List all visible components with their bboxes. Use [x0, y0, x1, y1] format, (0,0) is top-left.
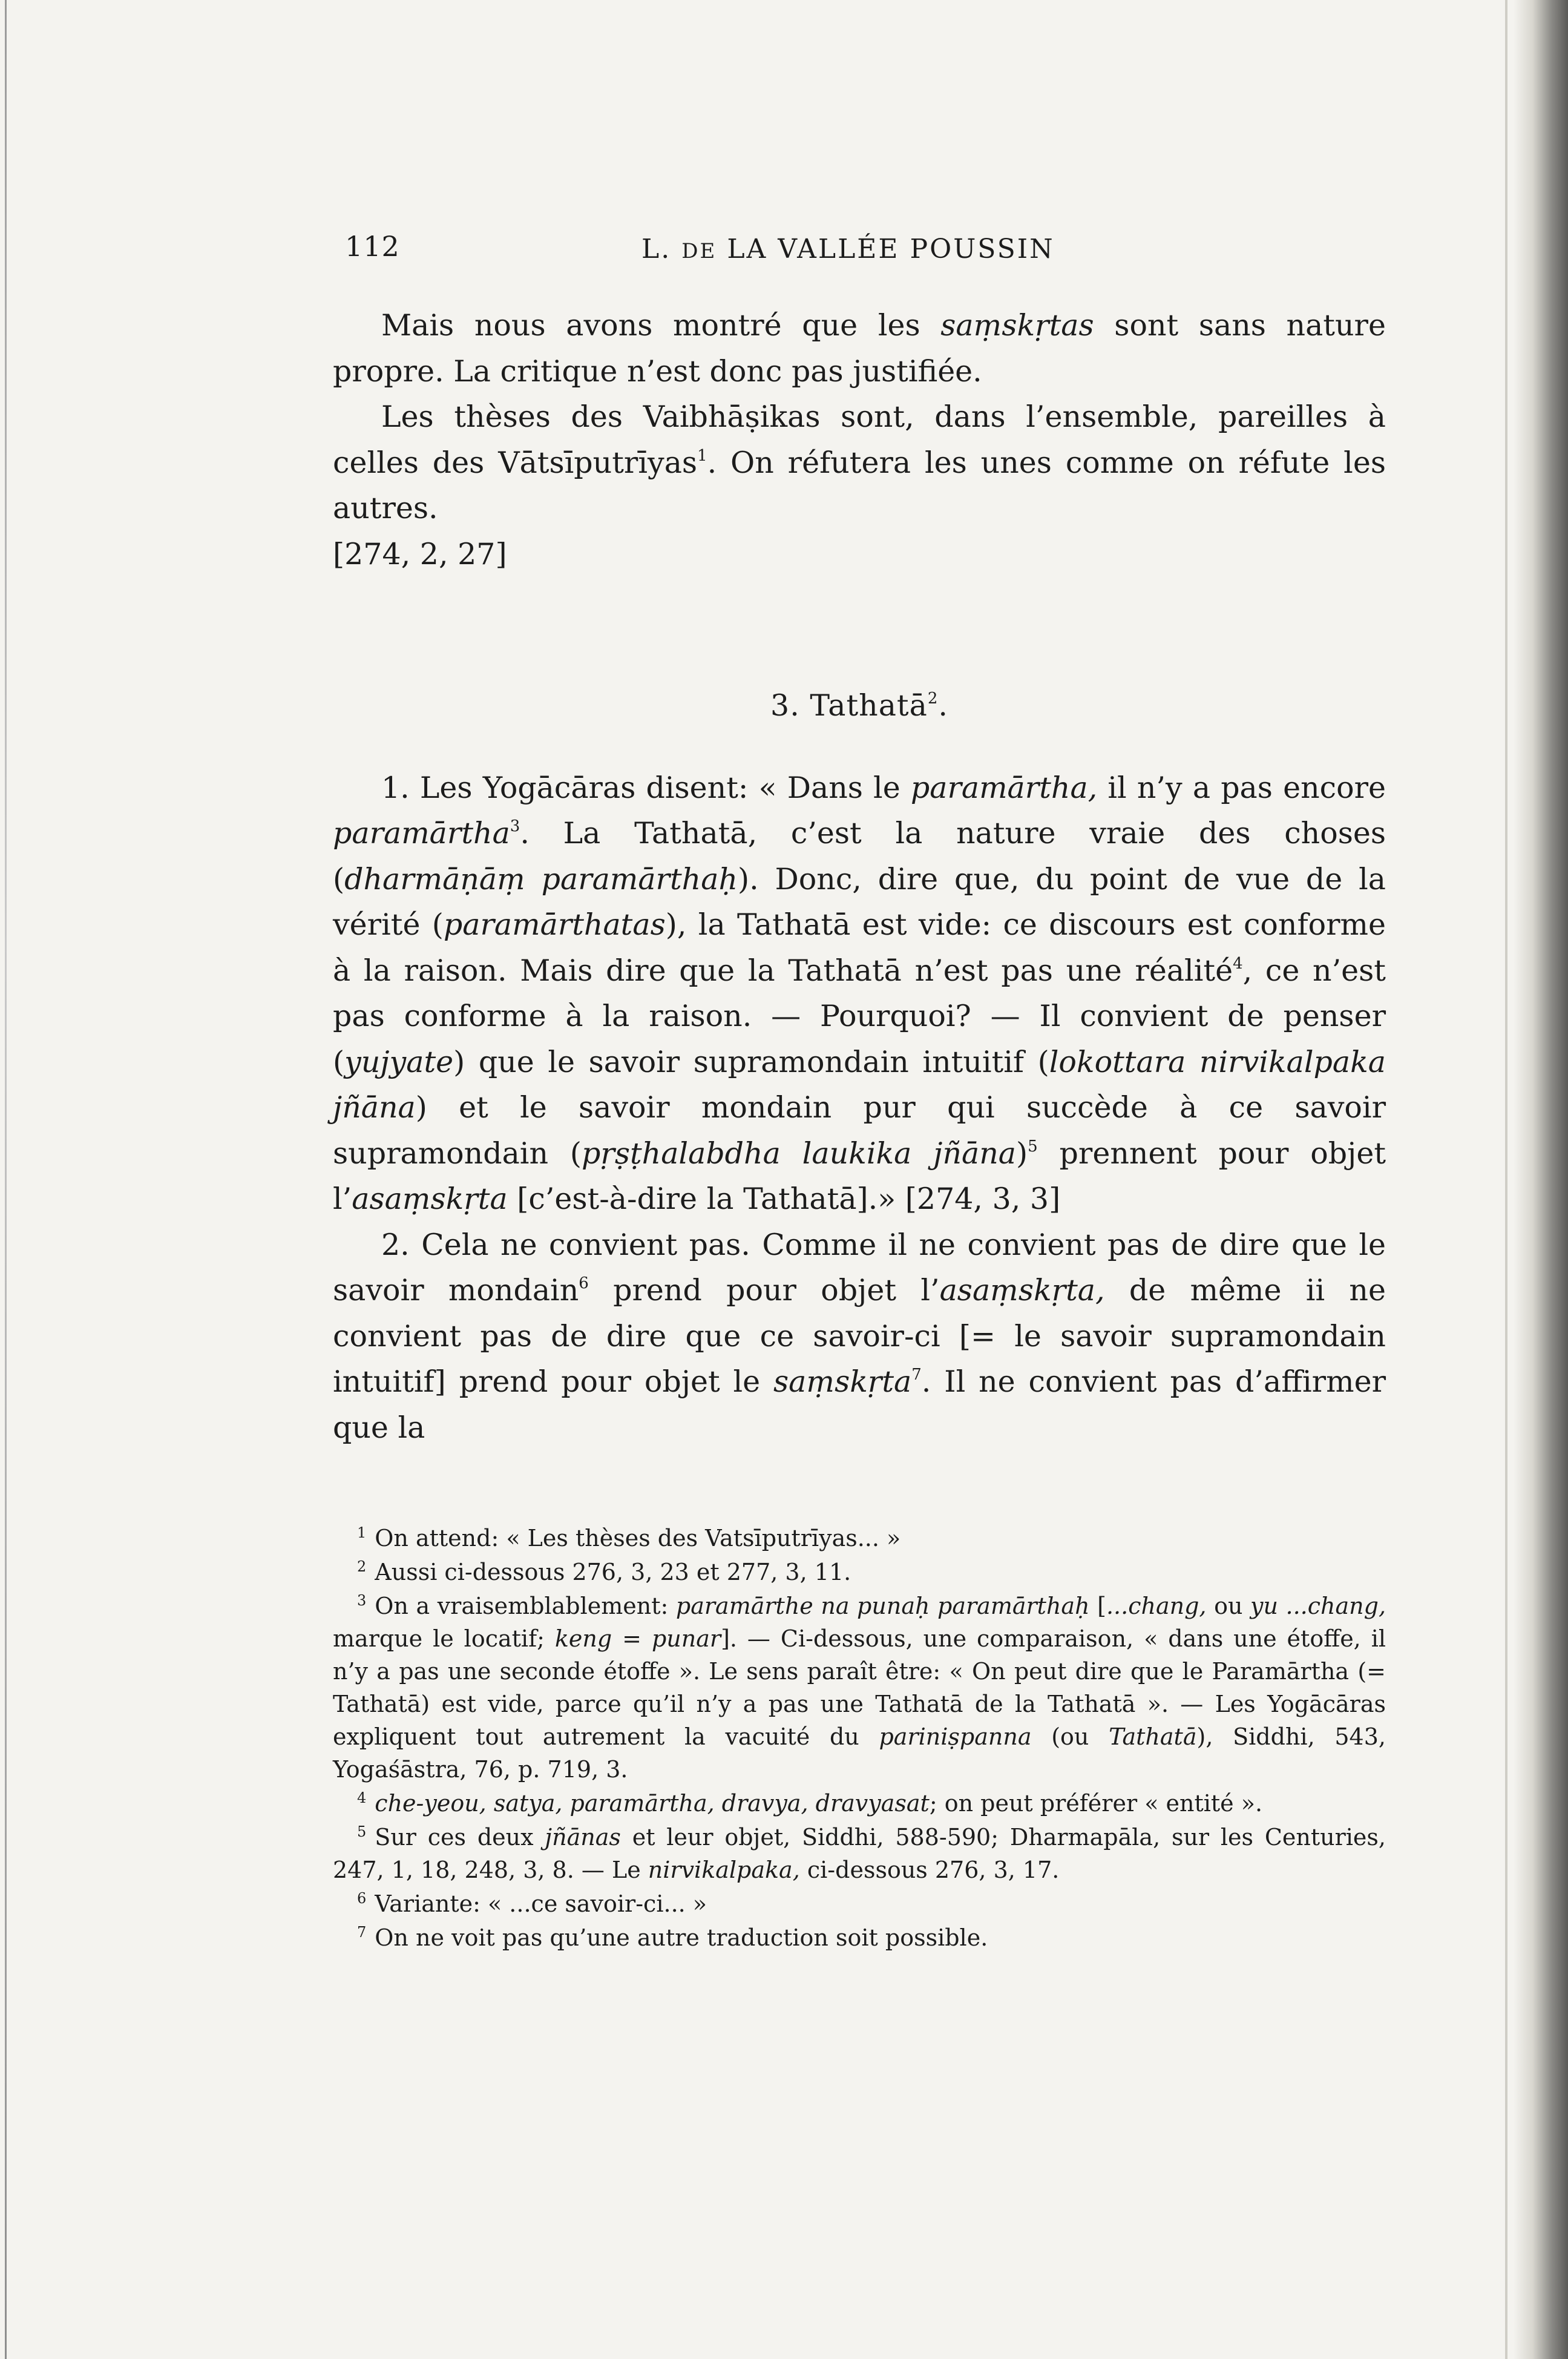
page-number: 112 — [345, 230, 400, 263]
scan-left-edge — [5, 0, 7, 2359]
footnote-1: $^1$ On attend: « Les thèses des Vatsīputrīyas... » — [357, 1524, 901, 1551]
book-page — [333, 230, 1386, 1955]
paragraph-2: 2. Cela ne convient pas. Comme il ne convient pas de dire que le savoir mondain$^6$ prend pour objet l’asaṃskṛta, de même ii ne convient pas de dire que ce savoir-ci [= le savoir supramondain intuitif] prend pour objet le saṃskṛta$^7$. Il ne convient pas d’affirmer que la — [333, 1227, 1386, 1445]
section-title: 3. Tathatā$^2$. — [770, 688, 948, 723]
paragraph-intro-1: Mais nous avons montré que les saṃskṛtas sont sans nature propre. La critique n’est donc pas justifiée. — [333, 308, 1386, 389]
footnote-2: $^2$ Aussi ci-dessous 276, 3, 23 et 277, 3, 11. — [357, 1558, 851, 1585]
footnote-6: $^6$ Variante: « ...ce savoir-ci... » — [357, 1890, 707, 1917]
footnote-4: $^4$ che-yeou, satya, paramārtha, dravya, dravyasat; on peut préférer « entité ». — [357, 1789, 1263, 1817]
body-text — [333, 303, 1386, 1450]
citation: [274, 2, 27] — [333, 536, 507, 571]
scan-binding-shadow — [1514, 0, 1568, 2359]
scan-binding-line — [1505, 0, 1507, 2359]
footnote-5: $^5$ Sur ces deux jñānas et leur objet, Siddhi, 588-590; Dharmapāla, sur les Centuries, 247, 1, 18, 248, 3, 8. — Le nirvikalpaka, ci-dessous 276, 3, 17. — [333, 1823, 1386, 1883]
footnote-7: $^7$ On ne voit pas qu’une autre traduction soit possible. — [357, 1924, 988, 1951]
paragraph-1: 1. Les Yogācāras disent: « Dans le paramārtha, il n’y a pas encore paramārtha$^3$. La Tathatā, c’est la nature vraie des choses (dharmāṇāṃ paramārthaḥ). Donc, dire que, du point de vue de la vérité (paramārthatas), la Tathatā est vide: ce discours est conforme à la raison. Mais dire que la Tathatā n’est pas une réalité$^4$, ce n’est pas conforme à la raison. — Pourquoi? — Il convient de penser (yujyate) que le savoir supramondain intuitif (lokottara nirvikalpaka jñāna) et le savoir mondain pur qui succède à ce savoir supramondain (pṛṣṭhalabdha laukika jñāna)$^5$ prennent pour objet l’asaṃskṛta [c’est-à-dire la Tathatā].» [274, 3, 3] — [333, 770, 1386, 1216]
page-header — [333, 230, 1386, 278]
footnotes — [333, 1522, 1386, 1954]
paragraph-intro-2: Les thèses des Vaibhāṣikas sont, dans l’ensemble, pareilles à celles des Vātsīputrīyas$^1$. On réfutera les unes comme on réfute les autres. [274, 2, 27] — [333, 400, 1386, 571]
running-head: L. DE LA VALLÉE POUSSIN — [641, 234, 1055, 265]
footnote-3: $^3$ On a vraisemblablement: paramārthe na punaḥ paramārthaḥ [...chang, ou yu ...chang, marque le locatif; keng = punar]. — Ci-dessous, une comparaison, « dans une étoffe, il n’y a pas une seconde étoffe ». Le sens paraît être: « On peut dire que le Paramārtha (= Tathatā) est vide, parce qu’il n’y a pas une Tathatā de la Tathatā ». — Les Yogācāras expliquent tout autrement la vacuité du pariniṣpanna (ou Tathatā), Siddhi, 543, Yogaśāstra, 76, p. 719, 3. — [333, 1592, 1386, 1783]
